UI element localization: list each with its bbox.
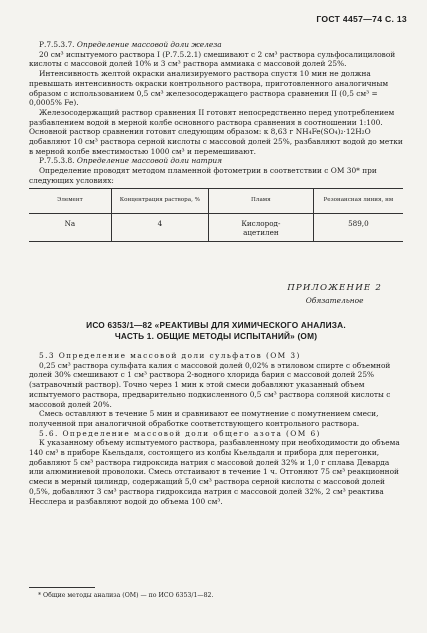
iron-para-1: 20 см³ испытуемого раствора I (Р.7.5.2.1) смешивают с 2 см³ раствора сульфосалициловой кислоты с массовой долей 10% и 3 см³ раствора аммиака с массовой долей 25%.: [29, 49, 396, 69]
sodium-heading-number: Р.7.5.3.8.: [39, 156, 75, 166]
sodium-heading: [29, 156, 403, 166]
col-header-line: Резонансная линия, нм: [313, 188, 403, 213]
footnote: * Общие методы анализа (ОМ) — по ИСО 6353/1—82.: [38, 592, 214, 599]
col-header-concentration: Концентрация раствора, %: [111, 188, 208, 213]
sulfate-para-2: Смесь оставляют в течение 5 мин и сравнивают ее помутнение с помутнением смеси, полученной при аналогичной обработке соответствующего контрольного раствора.: [29, 409, 379, 428]
iso-sections: [29, 351, 403, 506]
sodium-heading-title: Определение массовой доли натрия: [76, 156, 223, 166]
footnote-divider: [29, 587, 95, 588]
iron-heading: [29, 40, 403, 50]
iso-title-line-1: ИСО 6353/1—82 «РЕАКТИВЫ ДЛЯ ХИМИЧЕСКОГО АНАЛИЗА.: [86, 320, 346, 330]
cell-flame-line-2: ацетилен: [243, 228, 279, 238]
page-header: ГОСТ 4457—74 С. 13: [316, 14, 407, 24]
appendix-subtitle: Обязательное: [305, 296, 364, 305]
sodium-para-1: Определение проводят методом пламенной фотометрии в соответствии с ОМ 30* при следующих условиях:: [29, 166, 377, 185]
iron-heading-title: Определение массовой доли железа: [76, 40, 222, 49]
conditions-table: [29, 188, 403, 242]
iso-title-line-2: ЧАСТЬ 1. ОБЩИЕ МЕТОДЫ ИСПЫТАНИЙ» (ОМ): [114, 331, 318, 341]
table-header-row: [29, 188, 403, 213]
col-header-flame: Пламя: [209, 188, 314, 213]
table-row: [29, 213, 403, 241]
cell-flame: [209, 213, 314, 241]
sulfate-heading: 5.3 Определение массовой доли сульфатов (ОМ 3): [39, 351, 301, 360]
sulfate-para-1: 0,25 см³ раствора сульфата калия с массовой долей 0,02% в этиловом спирте с объемной долей 30% смешивают с 1 см³ раствора 2-водного хлорида бария с массовой долей 25% (затравочный раствор). Точно через 1 мин к этой смеси добавляют указанный объем испытуемого раствора, предварительно подкисленного 0,5 см³ раствора соляной кислоты с массовой долей 20%.: [29, 360, 391, 409]
iso-title: [29, 320, 403, 342]
nitrogen-para-1: К указанному объему испытуемого раствора, разбавленному при необходимости до объема 140 см³ в приборе Кьельдаля, состоящего из колбы Кьельдаля и прибора для перегонки, добавляют 5 см³ раствора гидроксида натрия с массовой долей 32% и 1,0 г сплава Деварда или алюминиевой проволоки. Смесь отстаивают в течение 1 ч. Отгоняют 75 см³ реакционной смеси в мерный цилиндр, содержащий 5,0 см³ раствора серной кислоты с массовой долей 0,5%, добавляют 3 см³ раствора гидроксида натрия с массовой долей 32%, 2 см³ реактива Несслера и разбавляют водой до объема 100 см³.: [29, 438, 400, 506]
cell-element: Na: [29, 213, 111, 241]
appendix-block: [287, 283, 382, 305]
cell-flame-line-1: Кислород-: [241, 218, 281, 228]
nitrogen-heading: 5.6. Определение массовой доли общего азота (ОМ 6): [39, 428, 321, 438]
appendix-title: ПРИЛОЖЕНИЕ 2: [287, 283, 382, 293]
iron-para-2: Интенсивность желтой окраски анализируемого раствора спустя 10 мин не должна превышать интенсивность окраски контрольного раствора, приготовленного аналогичным образом с использованием 0,5 см³ железосодержащего раствора сравнения II (0,5 см³ = 0,0005% Fe).: [29, 69, 389, 108]
col-header-element: Элемент: [29, 188, 111, 213]
cell-line-nm: 589,0: [313, 213, 403, 241]
iron-para-3: Железосодержащий раствор сравнения II готовят непосредственно перед употреблением разбавлением водой в мерной колбе основного раствора сравнения в соотношении 1:100. Основной раствор сравнения готовят следующим образом: к 8,63 г NH₄Fe(SO₄)₂·12H₂O добавляют 10 см³ раствора серной кислоты с массовой долей 25%, разбавляют водой до метки в мерной колбе вместимостью 1000 см³ и перемешивают.: [29, 107, 403, 156]
iron-heading-number: Р.7.5.3.7.: [39, 40, 75, 49]
cell-concentration: 4: [111, 213, 208, 241]
iron-section: [29, 40, 403, 242]
